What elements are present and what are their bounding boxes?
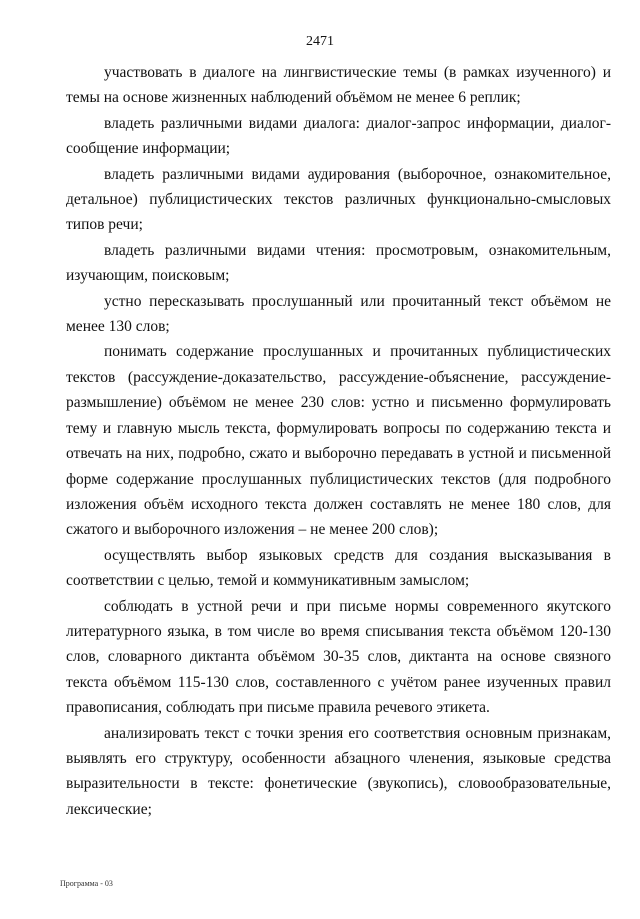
- paragraph: владеть различными видами диалога: диалог-запрос информации, диалог-сообщение информации;: [66, 114, 611, 158]
- paragraph: понимать содержание прослушанных и прочитанных публицистических текстов (рассуждение-доказательство, рассуждение-объяснение, рассуждение-размышление) объёмом не менее 230 слов: устно и письменно формулировать тему и главную мысль текста, формулировать вопросы по содержанию текста и отвечать на них, подробно, сжато и выборочно передавать в устной и письменной форме содержание прослушанных публицистических текстов (для подробного изложения объём исходного текста должен составлять не менее 180 слов, для сжатого и выборочного изложения – не менее 200 слов);: [66, 343, 611, 539]
- paragraph: анализировать текст с точки зрения его соответствия основным признакам, выявлять его структуру, особенности абзацного членения, языковые средства выразительности в тексте: фонетические (звукопись), словообразовательные, лексические;: [66, 724, 611, 818]
- paragraph: владеть различными видами чтения: просмотровым, ознакомительным, изучающим, поисковым;: [66, 241, 611, 285]
- page-number: 2471: [306, 34, 334, 49]
- paragraph: устно пересказывать прослушанный или прочитанный текст объёмом не менее 130 слов;: [66, 292, 611, 336]
- paragraph: владеть различными видами аудирования (выборочное, ознакомительное, детальное) публицистических текстов различных функционально-смысловых типов речи;: [66, 165, 611, 234]
- document-body: [66, 60, 611, 822]
- paragraph: участвовать в диалоге на лингвистические темы (в рамках изученного) и темы на основе жизненных наблюдений объёмом не менее 6 реплик;: [66, 64, 611, 107]
- paragraph: осуществлять выбор языковых средств для создания высказывания в соответствии с целью, темой и коммуникативным замыслом;: [66, 546, 611, 590]
- paragraph: соблюдать в устной речи и при письме нормы современного якутского литературного языка, в том числе во время списывания текста объёмом 120-130 слов, словарного диктанта объёмом 30-35 слов, диктанта на основе связного текста объёмом 115-130 слов, составленного с учётом ранее изученных правил правописания, соблюдать при письме правила речевого этикета.: [66, 597, 611, 717]
- page-footer: Программа - 03: [60, 879, 113, 888]
